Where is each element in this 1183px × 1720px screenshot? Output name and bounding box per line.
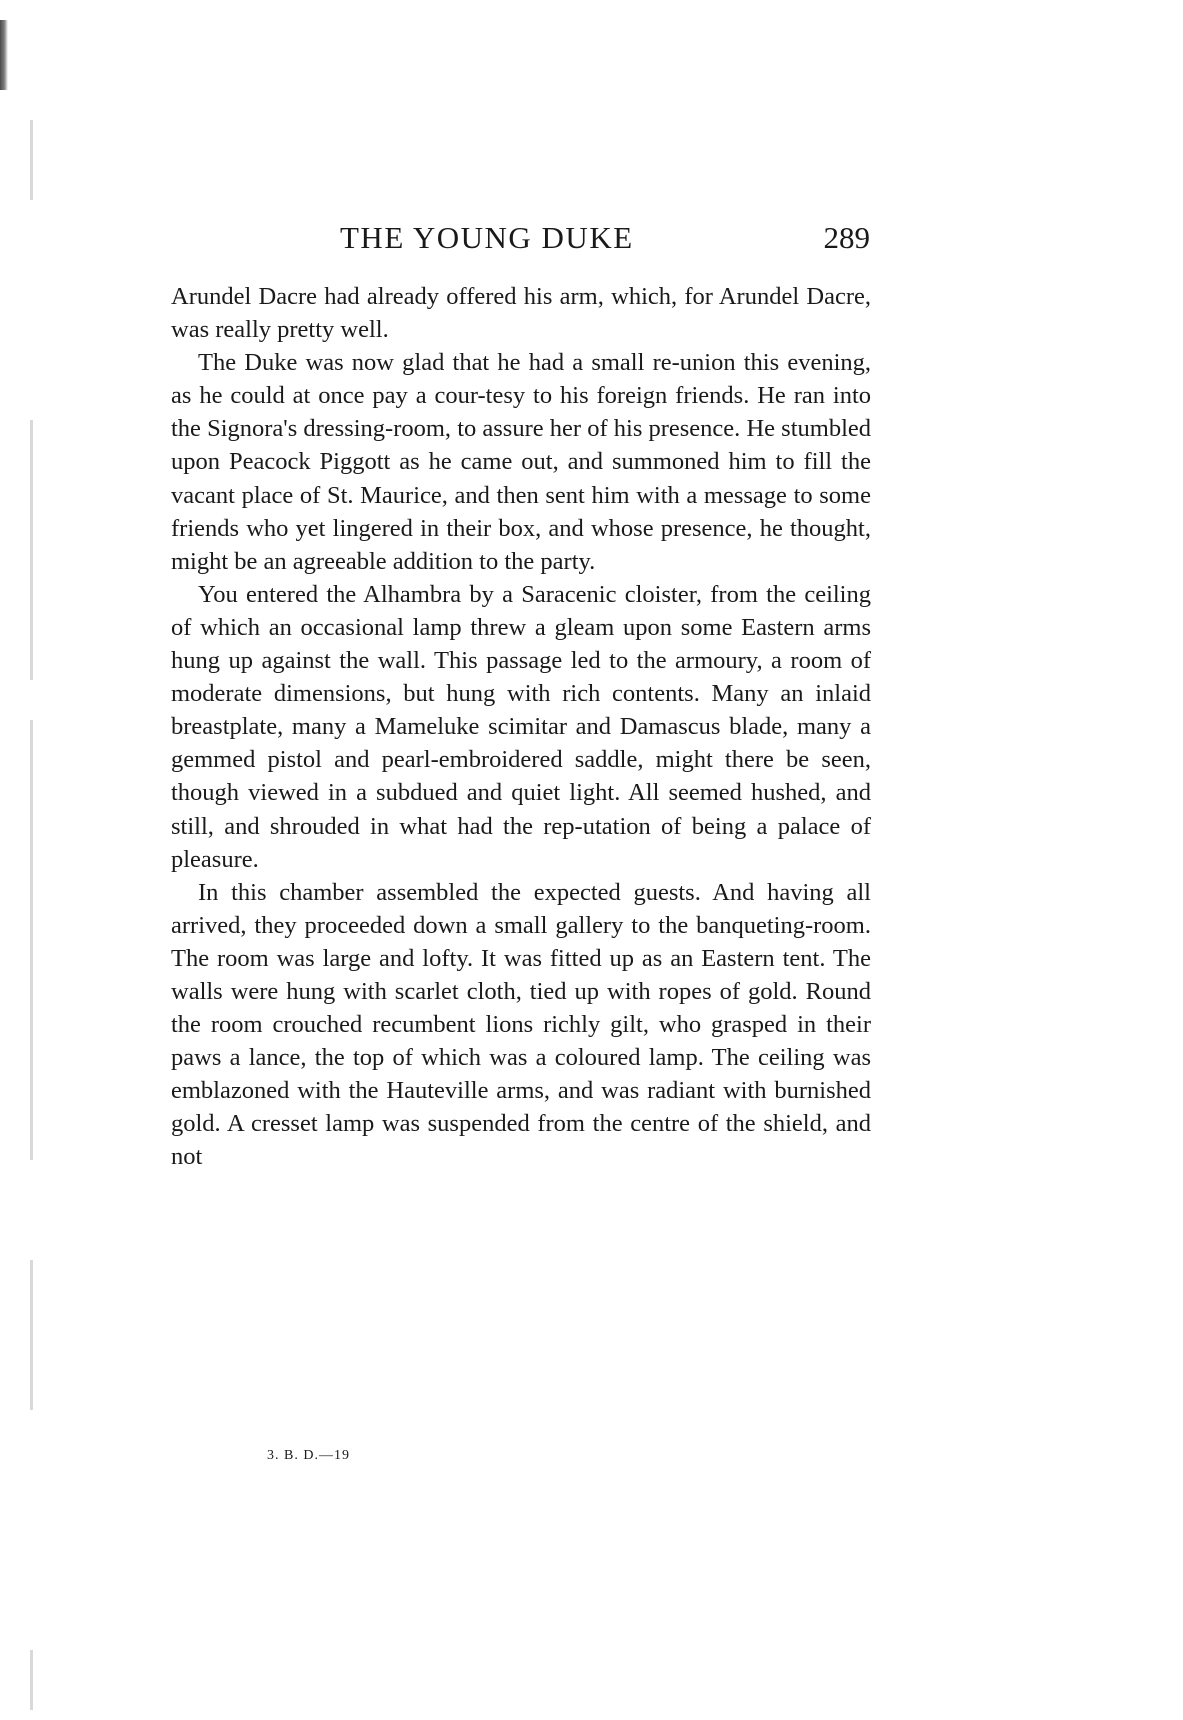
paragraph: You entered the Alhambra by a Saracenic cloister, from the ceiling of which an occasional lamp threw a gleam upon some Eastern arms hung up against the wall. This passage led to the armoury, a room of moderate dimensions, but hung with rich contents. Many an inlaid breastplate, many a Mameluke scimitar and Damascus blade, many a gemmed pistol and pearl-embroidered saddle, might there be seen, though viewed in a subdued and quiet light. All seemed hushed, and still, and shrouded in what had the rep-utation of being a palace of pleasure.: [171, 580, 871, 873]
body-text: [171, 280, 871, 1174]
scan-speckle: [30, 1260, 33, 1410]
page-number: 289: [823, 220, 870, 255]
running-title: THE YOUNG DUKE: [340, 220, 634, 255]
paragraph: In this chamber assembled the expected guests. And having all arrived, they proceeded down a small gallery to the banqueting-room. The room was large and lofty. It was fitted up as an Eastern tent. The walls were hung with scarlet cloth, tied up with ropes of gold. Round the room crouched recumbent lions richly gilt, who grasped in their paws a lance, the top of which was a coloured lamp. The ceiling was emblazoned with the Hauteville arms, and was radiant with burnished gold. A cresset lamp was suspended from the centre of the shield, and not: [171, 878, 871, 1171]
running-head: [340, 218, 900, 262]
paragraph: The Duke was now glad that he had a small re-union this evening, as he could at once pay a cour-tesy to his foreign friends. He ran into the Signora's dressing-room, to assure her of his presence. He stumbled upon Peacock Piggott as he came out, and summoned him to fill the vacant place of St. Maurice, and then sent him with a message to some friends who yet lingered in their box, and whose presence, he thought, might be an agreeable addition to the party.: [171, 349, 871, 575]
scan-speckle: [30, 420, 33, 680]
scan-speckle: [30, 1650, 33, 1710]
scan-edge-shadow: [0, 20, 8, 90]
printer-signature-mark: 3. B. D.—19: [267, 1448, 350, 1463]
scan-speckle: [30, 720, 33, 1160]
paragraph: Arundel Dacre had already offered his arm, which, for Arundel Dacre, was really pretty well.: [171, 283, 871, 344]
scan-speckle: [30, 120, 33, 200]
